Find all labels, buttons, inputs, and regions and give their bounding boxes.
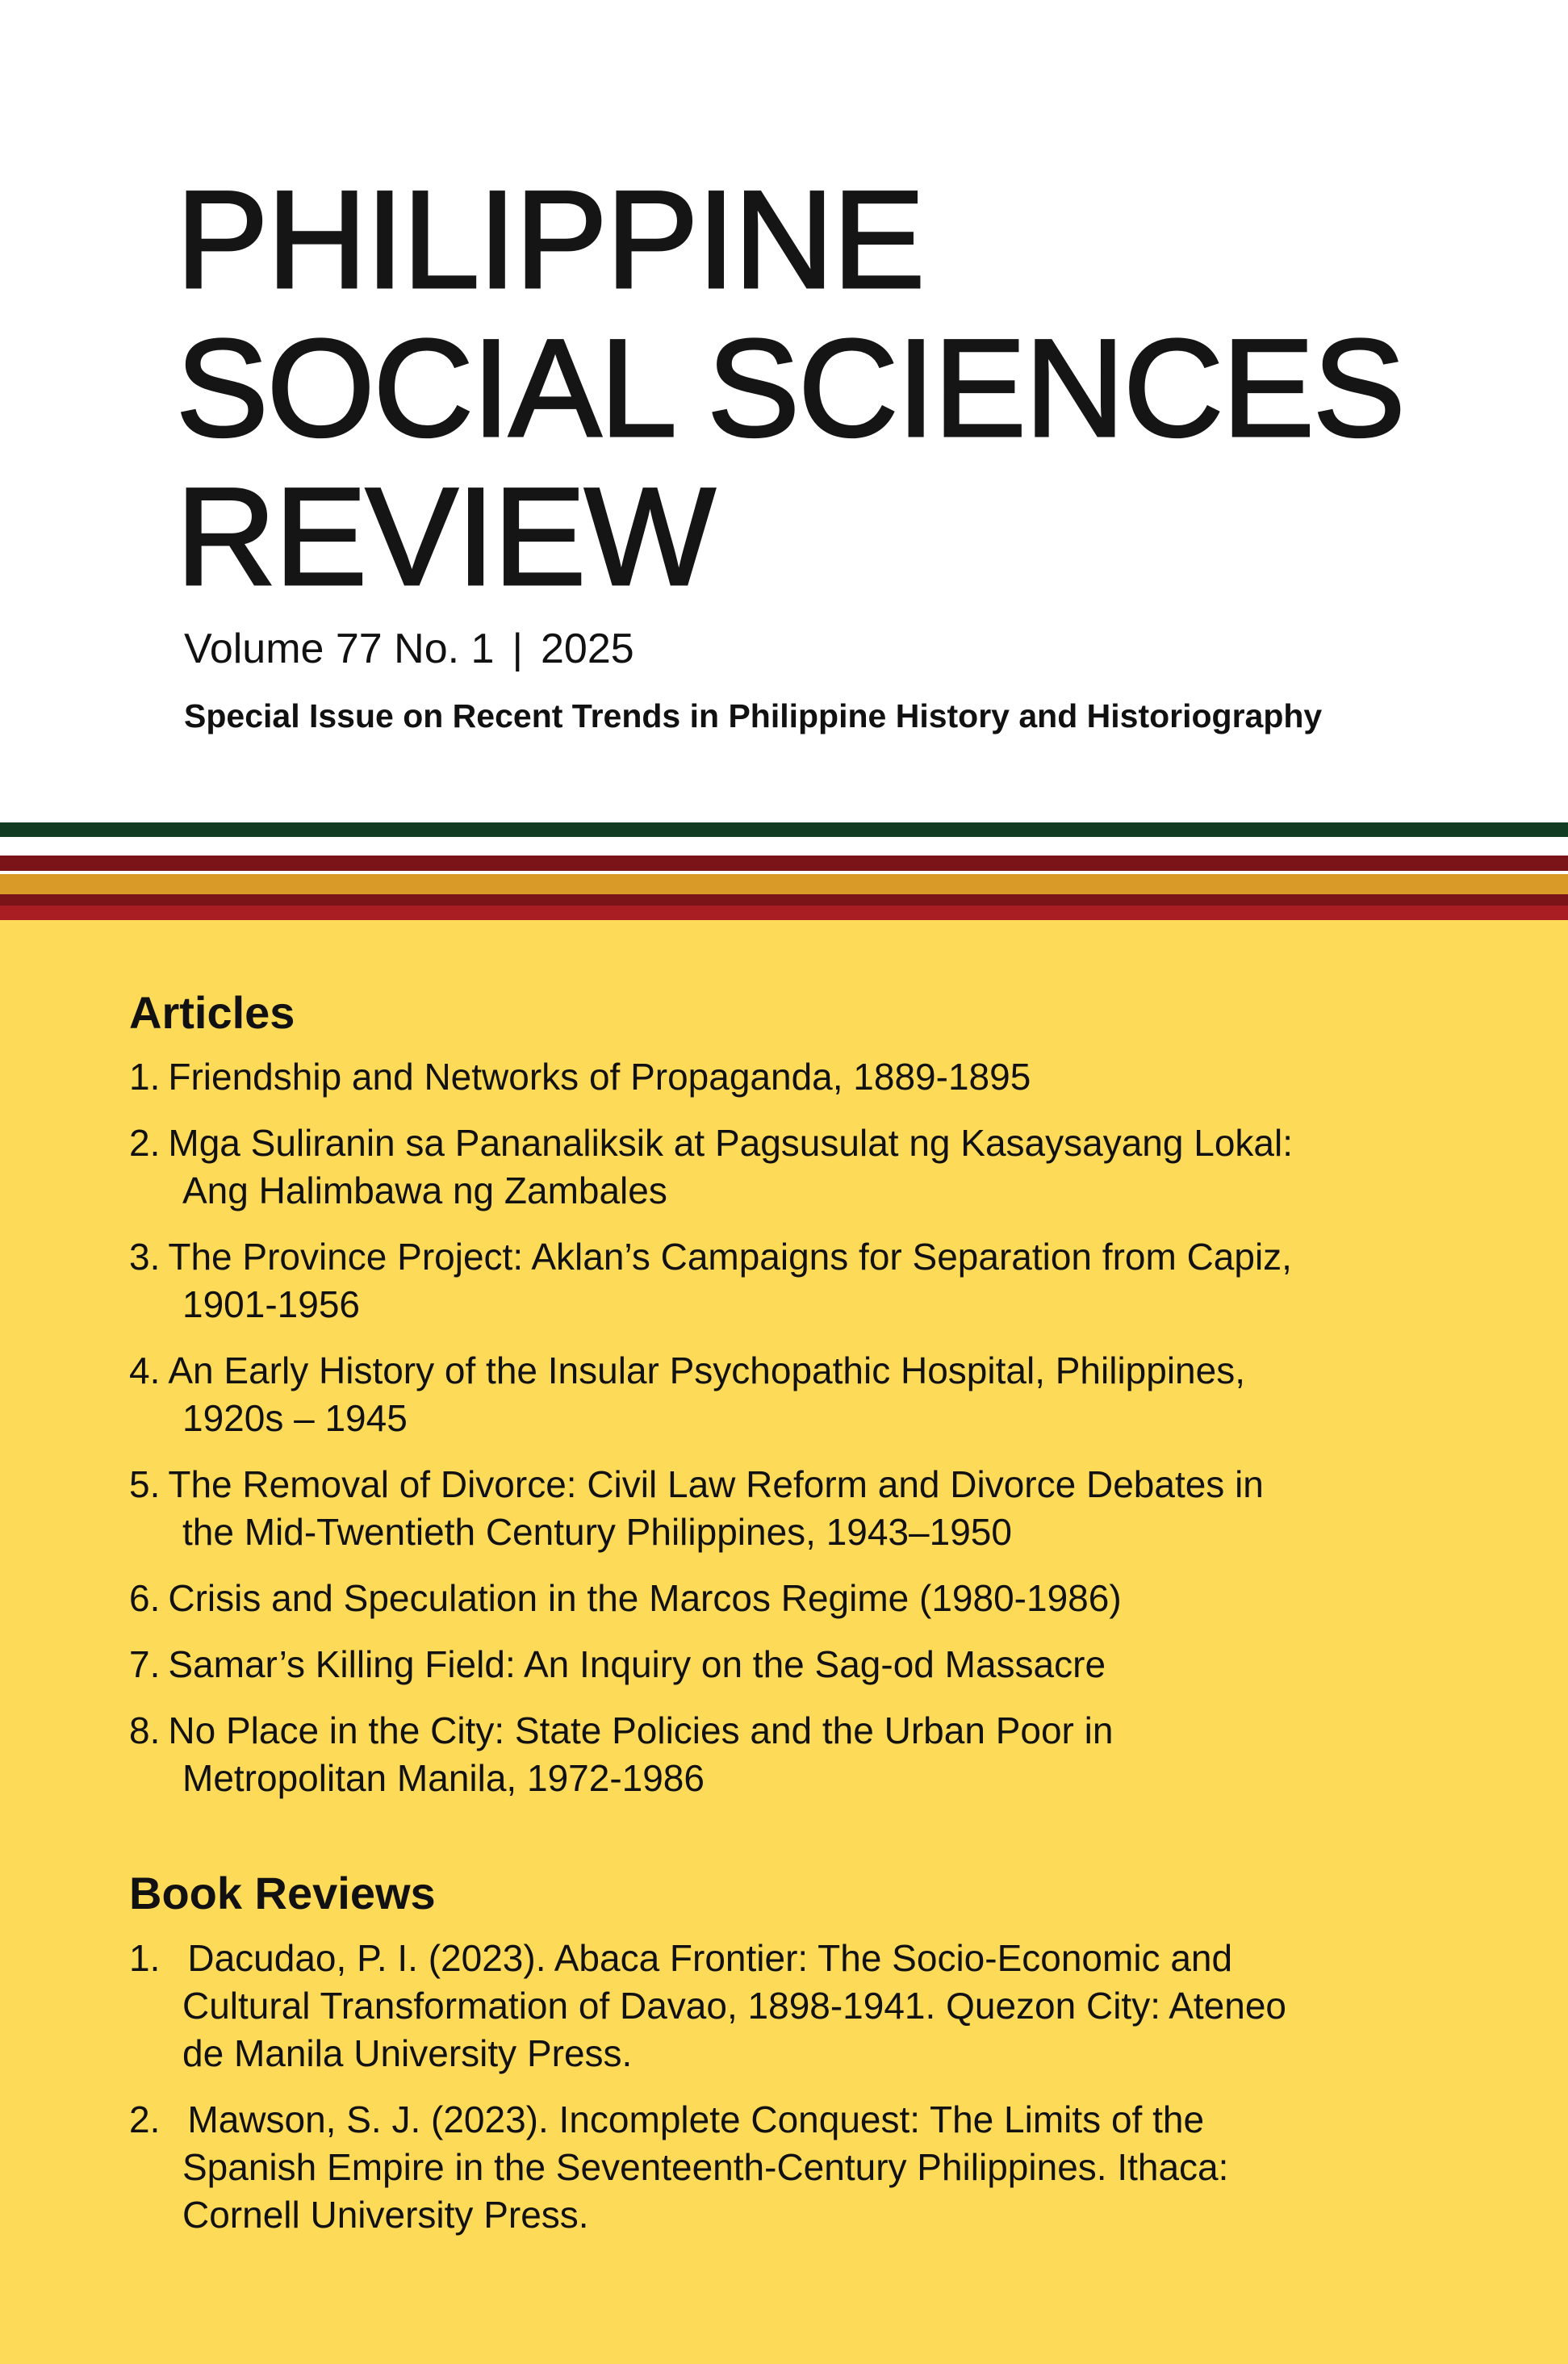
articles-heading: Articles bbox=[129, 987, 295, 1038]
stripe-green bbox=[0, 822, 1568, 837]
volume-separator: | bbox=[512, 626, 523, 672]
list-item bbox=[129, 2096, 1453, 2239]
journal-title-line: PHILIPPINE bbox=[176, 162, 924, 317]
list-item-text: Mga Suliranin sa Pananaliksik at Pagsusulat ng Kasaysayang Lokal: bbox=[168, 1122, 1293, 1164]
list-item-line bbox=[129, 1707, 1453, 1755]
list-item-number: 2. bbox=[129, 2098, 161, 2140]
list-item-text: Dacudao, P. I. (2023). Abaca Frontier: The Socio-Economic and bbox=[187, 1937, 1233, 1979]
list-item-text: de Manila University Press. bbox=[182, 2032, 633, 2074]
stripe-maroon-lower bbox=[0, 894, 1568, 906]
list-item-line bbox=[129, 2030, 1453, 2077]
publication-year: 2025 bbox=[540, 626, 634, 672]
list-item-line bbox=[129, 1575, 1453, 1622]
list-item-number: 3. bbox=[129, 1236, 161, 1278]
list-item bbox=[129, 1707, 1453, 1802]
list-item-text: An Early History of the Insular Psychopathic Hospital, Philippines, bbox=[168, 1349, 1246, 1391]
list-item-line bbox=[129, 1119, 1453, 1167]
list-item-text: Ang Halimbawa ng Zambales bbox=[182, 1169, 667, 1211]
book-reviews-heading: Book Reviews bbox=[129, 1868, 436, 1918]
list-item-number: 4. bbox=[129, 1349, 161, 1391]
list-item bbox=[129, 1119, 1453, 1215]
list-item-number: 1. bbox=[129, 1937, 161, 1979]
list-item-line bbox=[129, 1508, 1453, 1556]
list-item-line bbox=[129, 1281, 1453, 1328]
stripe-red bbox=[0, 906, 1568, 920]
list-item-text: Cornell University Press. bbox=[182, 2194, 589, 2236]
list-item-text: 1920s – 1945 bbox=[182, 1397, 408, 1439]
list-item-text: 1901-1956 bbox=[182, 1283, 360, 1325]
list-item-line bbox=[129, 1935, 1453, 1982]
list-item-line bbox=[129, 2191, 1453, 2239]
list-item-number: 2. bbox=[129, 1122, 161, 1164]
list-item-line bbox=[129, 1461, 1453, 1508]
list-item bbox=[129, 1461, 1453, 1556]
volume-number: Volume 77 No. 1 bbox=[184, 626, 495, 672]
list-item-text: Spanish Empire in the Seventeenth-Century Philippines. Ithaca: bbox=[182, 2146, 1229, 2188]
list-item-line bbox=[129, 2144, 1453, 2191]
list-item-text: Friendship and Networks of Propaganda, 1889-1895 bbox=[168, 1056, 1031, 1098]
list-item-line bbox=[129, 1755, 1453, 1802]
list-item-line bbox=[129, 1053, 1453, 1101]
journal-title bbox=[176, 162, 1404, 614]
list-item bbox=[129, 1347, 1453, 1442]
list-item-line bbox=[129, 1395, 1453, 1442]
list-item-line bbox=[129, 1641, 1453, 1688]
list-item bbox=[129, 1053, 1453, 1101]
list-item-number: 5. bbox=[129, 1463, 161, 1505]
decorative-stripes bbox=[0, 817, 1568, 920]
list-item-text: The Removal of Divorce: Civil Law Reform and Divorce Debates in bbox=[168, 1463, 1264, 1505]
list-item-text: No Place in the City: State Policies and the Urban Poor in bbox=[168, 1709, 1114, 1751]
journal-title-line: SOCIAL SCIENCES bbox=[176, 311, 1404, 466]
list-item-number: 7. bbox=[129, 1643, 161, 1685]
list-item-text: Mawson, S. J. (2023). Incomplete Conquest: The Limits of the bbox=[187, 2098, 1205, 2140]
list-item-text: Cultural Transformation of Davao, 1898-1941. Quezon City: Ateneo bbox=[182, 1985, 1287, 2027]
cover-header bbox=[0, 0, 1568, 817]
contents-panel bbox=[0, 920, 1568, 2364]
list-item-line bbox=[129, 1347, 1453, 1395]
list-item bbox=[129, 1935, 1453, 2077]
list-item-line bbox=[129, 2096, 1453, 2144]
list-item-number: 6. bbox=[129, 1577, 161, 1619]
special-issue-subtitle: Special Issue on Recent Trends in Philippine History and Historiography bbox=[184, 697, 1323, 734]
list-item-text: Metropolitan Manila, 1972-1986 bbox=[182, 1757, 705, 1799]
articles-list bbox=[129, 1053, 1453, 1821]
stripe-maroon bbox=[0, 856, 1568, 871]
volume-line bbox=[184, 623, 634, 675]
list-item-number: 1. bbox=[129, 1056, 161, 1098]
list-item-text: The Province Project: Aklan’s Campaigns for Separation from Capiz, bbox=[168, 1236, 1292, 1278]
list-item-text: Samar’s Killing Field: An Inquiry on the Sag-od Massacre bbox=[168, 1643, 1106, 1685]
list-item-line bbox=[129, 1233, 1453, 1281]
list-item bbox=[129, 1641, 1453, 1688]
book-reviews-list bbox=[129, 1935, 1453, 2257]
list-item-line bbox=[129, 1167, 1453, 1215]
list-item bbox=[129, 1233, 1453, 1328]
list-item bbox=[129, 1575, 1453, 1622]
list-item-text: Crisis and Speculation in the Marcos Regime (1980-1986) bbox=[168, 1577, 1122, 1619]
list-item-text: the Mid-Twentieth Century Philippines, 1943–1950 bbox=[182, 1511, 1012, 1553]
journal-title-line: REVIEW bbox=[176, 459, 714, 614]
list-item-line bbox=[129, 1982, 1453, 2030]
stripe-gold bbox=[0, 874, 1568, 894]
list-item-number: 8. bbox=[129, 1709, 161, 1751]
